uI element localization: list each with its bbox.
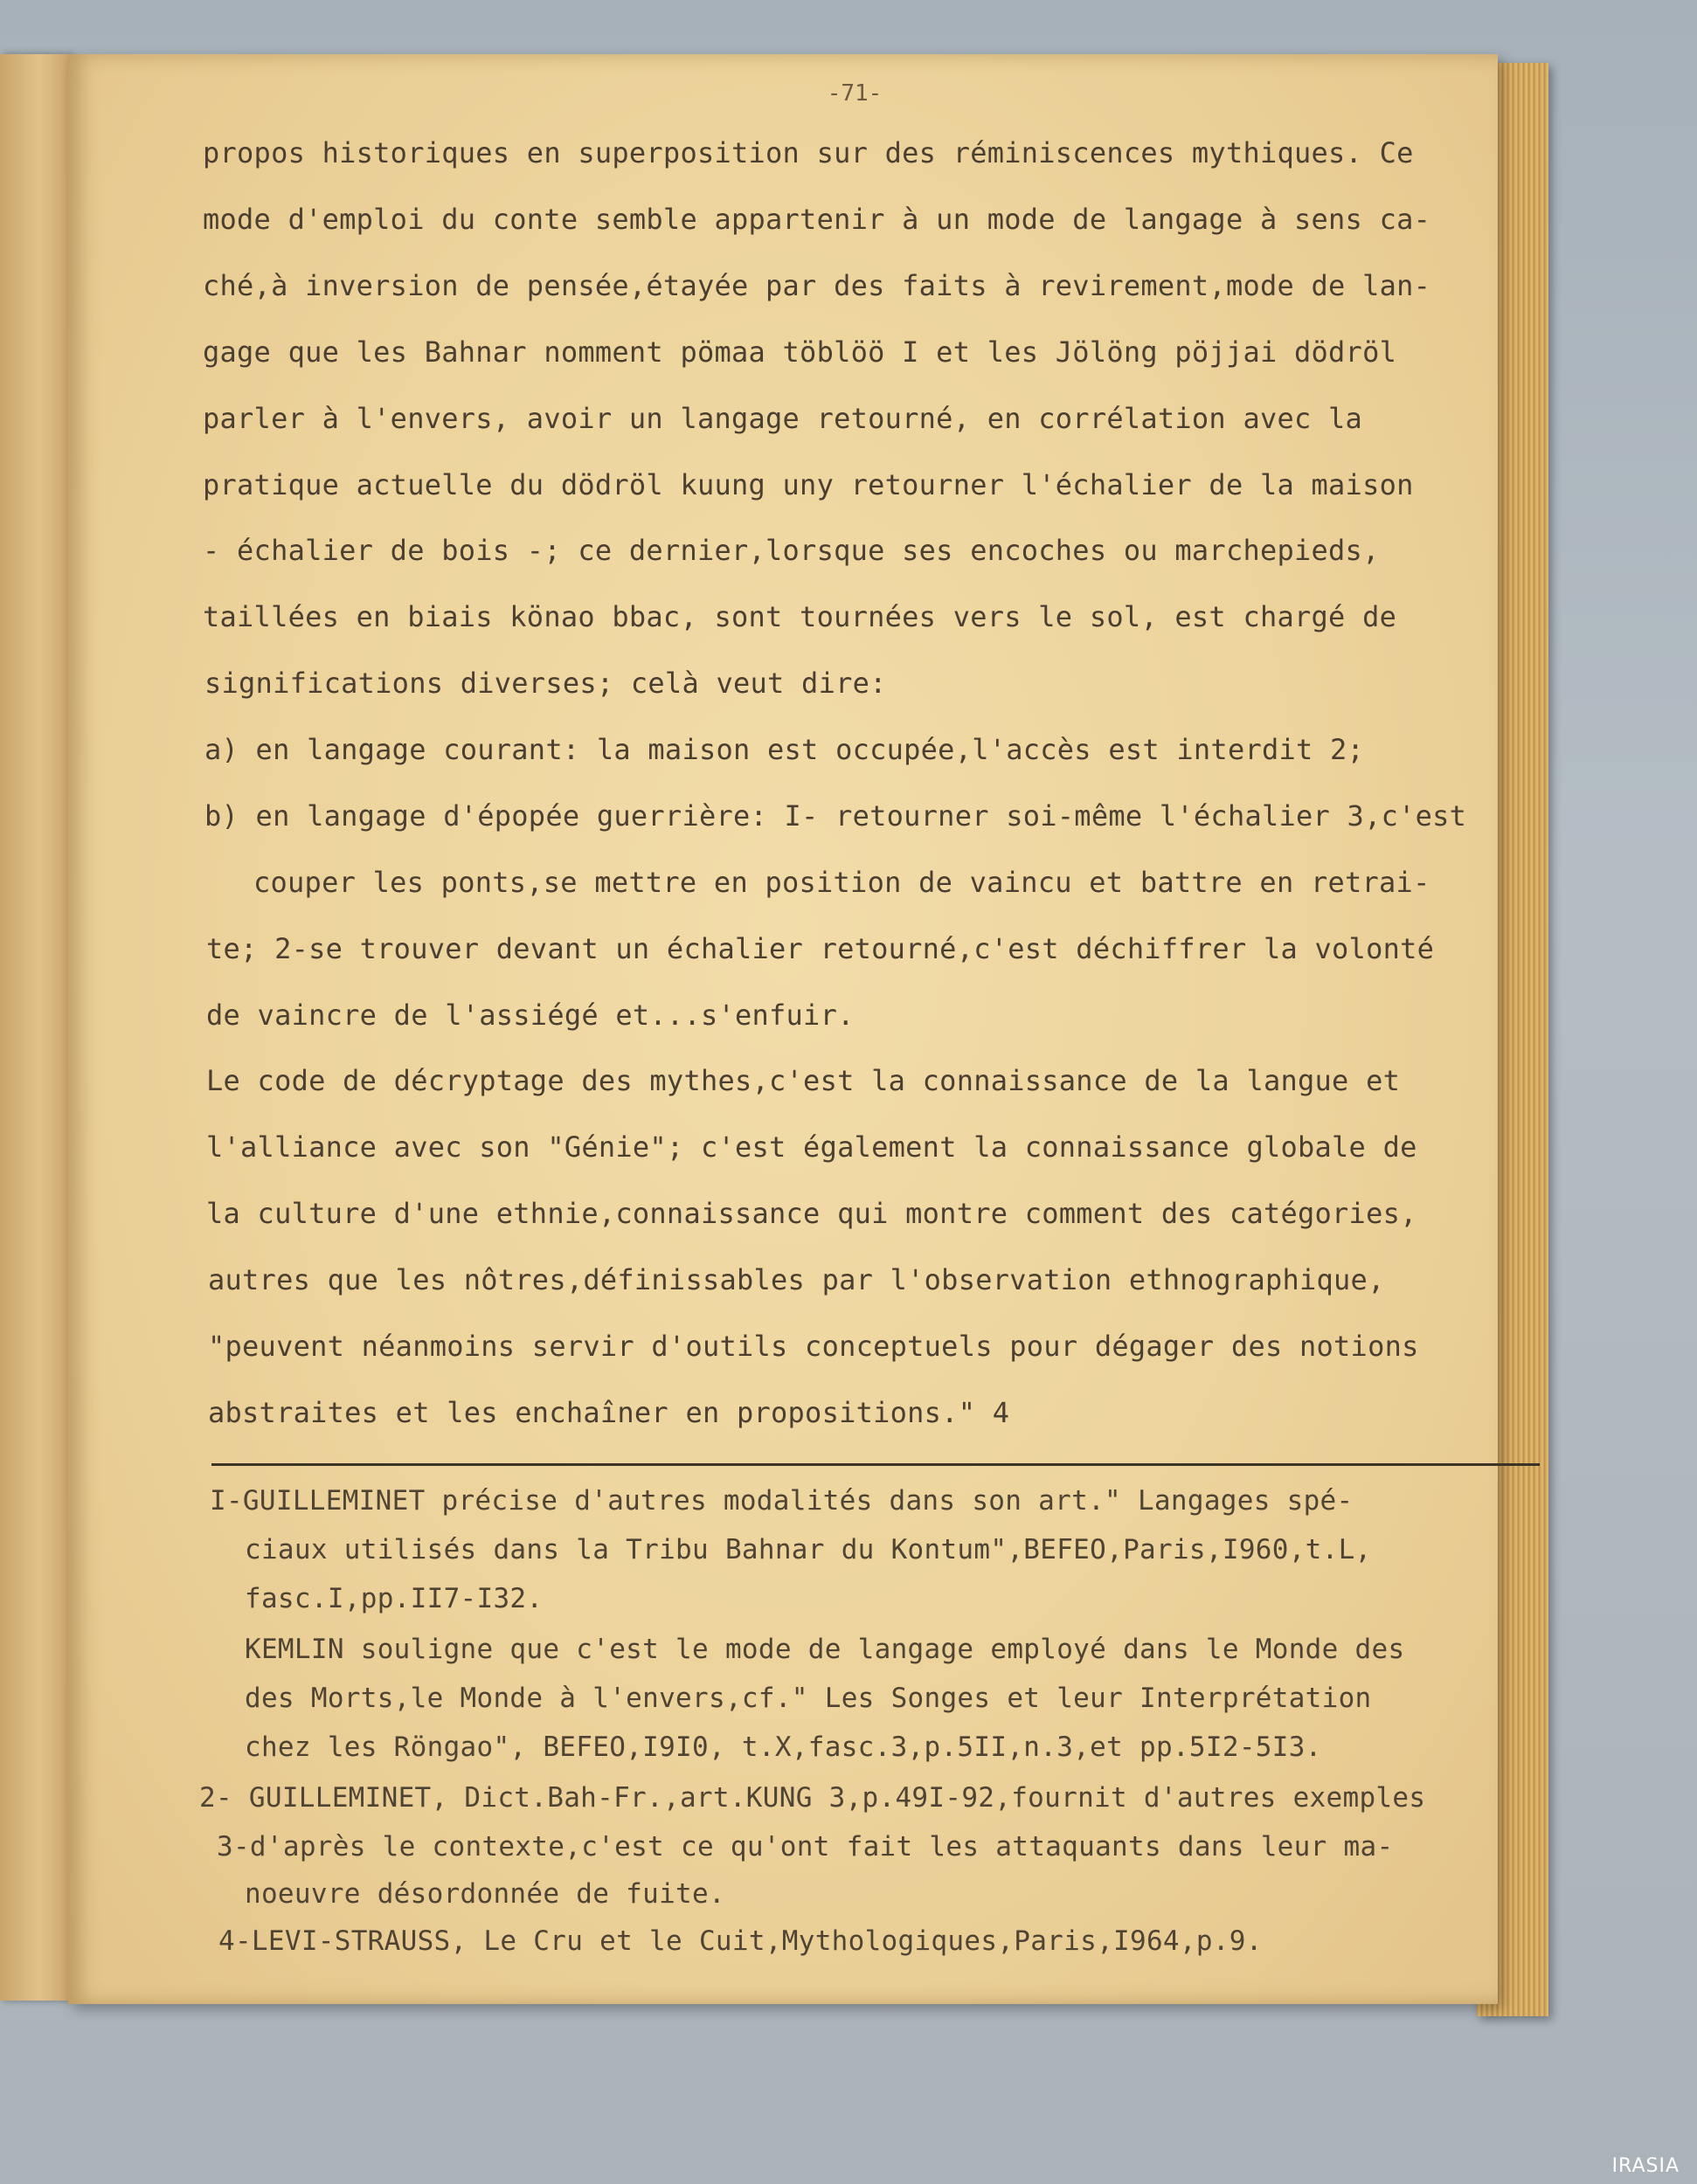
body-line: Le code de décryptage des mythes,c'est la connaissance de la langue et [206,1064,1401,1097]
body-line: parler à l'envers, avoir un langage retourné, en corrélation avec la [203,402,1363,435]
body-line: "peuvent néanmoins servir d'outils conceptuels pour dégager des notions [208,1330,1419,1363]
footnote-line: 4-LEVI-STRAUSS, Le Cru et le Cuit,Mythologiques,Paris,I964,p.9. [218,1925,1263,1957]
body-line: autres que les nôtres,définissables par l'observation ethnographique, [208,1263,1385,1296]
body-line: a) en langage courant: la maison est occupée,l'accès est interdit 2; [204,733,1365,766]
body-line: taillées en biais könao bbac, sont tournées vers le sol, est chargé de [203,600,1397,633]
footnote-line: 2- GUILLEMINET, Dict.Bah-Fr.,art.KUNG 3,p.49I-92,fournit d'autres exemples [199,1782,1426,1814]
body-line: gage que les Bahnar nomment pömaa töblöö I et les Jölöng pöjjai dödröl [203,335,1397,369]
footnote-line: 3-d'après le contexte,c'est ce qu'ont fait les attaquants dans leur ma- [217,1831,1394,1863]
body-line: l'alliance avec son "Génie"; c'est également la connaissance globale de [206,1130,1417,1164]
footnote-line: fasc.I,pp.II7-I32. [245,1583,544,1614]
body-line: significations diverses; celà veut dire: [204,667,887,700]
body-line: ché,à inversion de pensée,étayée par des faits à revirement,mode de lan- [203,269,1431,302]
body-line: mode d'emploi du conte semble appartenir à un mode de langage à sens ca- [203,203,1431,236]
body-line: b) en langage d'épopée guerrière: I- retourner soi-même l'échalier 3,c'est [204,799,1467,833]
document-page [68,54,1498,2004]
body-line: abstraites et les enchaîner en propositions." 4 [208,1396,1010,1429]
watermark: IRASIA [1611,2155,1680,2177]
body-line: couper les ponts,se mettre en position de vaincu et battre en retrai- [253,866,1430,899]
body-line: la culture d'une ethnie,connaissance qui montre comment des catégories, [206,1197,1417,1230]
footnote-line: chez les Röngao", BEFEO,I9I0, t.X,fasc.3,p.5II,n.3,et pp.5I2-5I3. [245,1731,1322,1763]
body-line: propos historiques en superposition sur des réminiscences mythiques. Ce [203,136,1414,169]
page-number: -71- [827,80,883,107]
body-line: - échalier de bois -; ce dernier,lorsque ses encoches ou marchepieds, [203,534,1380,567]
body-line: de vaincre de l'assiégé et...s'enfuir. [206,999,855,1032]
footnote-line: KEMLIN souligne que c'est le mode de langage employé dans le Monde des [245,1634,1405,1665]
footnote-divider [211,1463,1540,1466]
footnote-line: noeuvre désordonnée de fuite. [245,1878,725,1910]
body-line: pratique actuelle du dödröl kuung uny retourner l'échalier de la maison [203,468,1414,501]
body-line: te; 2-se trouver devant un échalier retourné,c'est déchiffrer la volonté [206,932,1435,965]
footnote-line: ciaux utilisés dans la Tribu Bahnar du Kontum",BEFEO,Paris,I960,t.L, [245,1534,1372,1565]
footnote-line: I-GUILLEMINET précise d'autres modalités dans son art." Langages spé- [210,1485,1354,1517]
left-page-edge [0,54,72,2001]
footnote-line: des Morts,le Monde à l'envers,cf." Les Songes et leur Interprétation [245,1683,1372,1714]
